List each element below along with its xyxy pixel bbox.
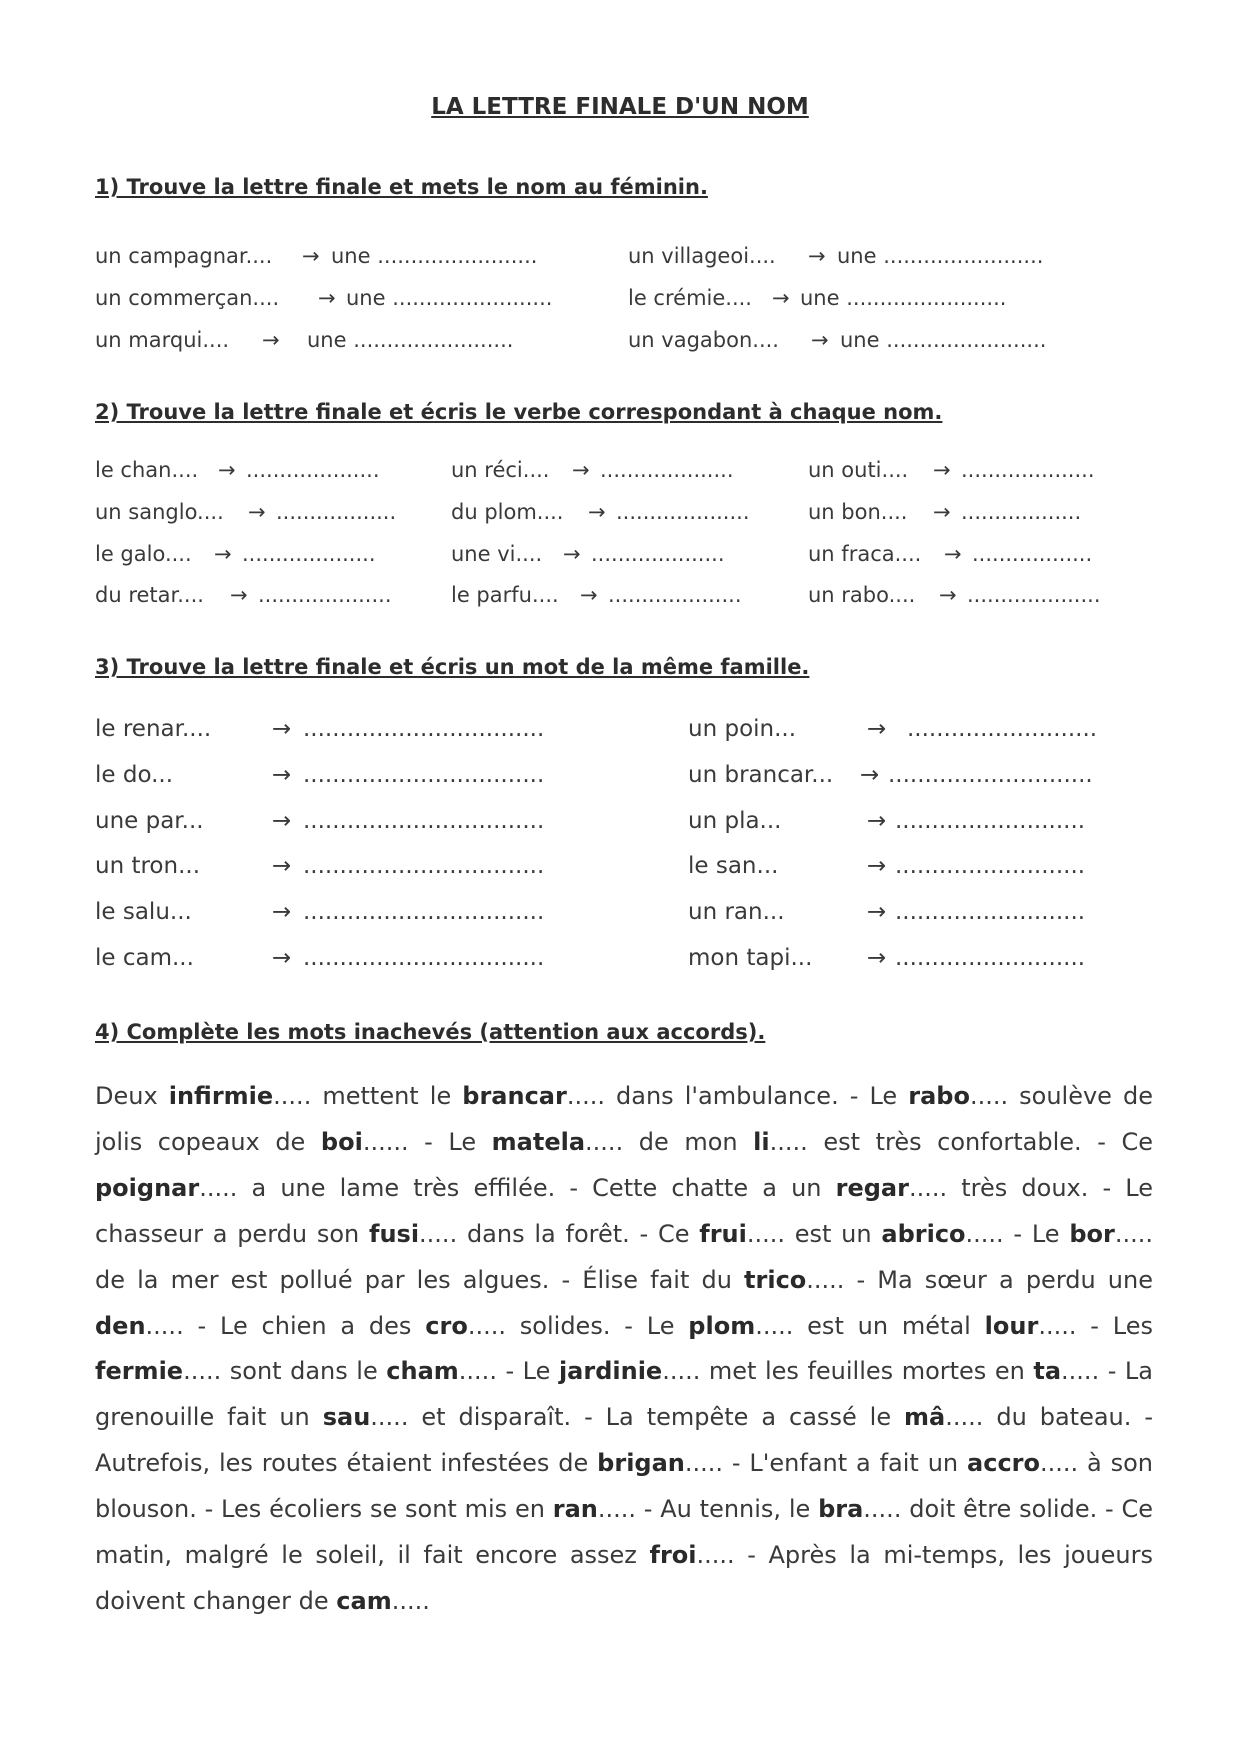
page-title: LA LETTRE FINALE D'UN NOM <box>431 94 809 120</box>
s3-right-word-2: un brancar... <box>688 762 834 788</box>
incomplete-word: den <box>95 1311 146 1340</box>
s3-left-answer-4: ................................. <box>303 853 545 879</box>
incomplete-word: infirmie <box>168 1082 274 1110</box>
arrow-icon: → <box>939 583 957 607</box>
text-run: ..... de mon <box>585 1127 754 1156</box>
text-run: ..... doit être solide. - Ce matin, malgré le soleil, il fait encore assez <box>95 1495 1153 1570</box>
arrow-icon: → <box>302 244 320 268</box>
incomplete-word: bor <box>1069 1219 1115 1248</box>
s2-c2-answer-2: .................... <box>616 500 750 524</box>
s3-right-word-6: mon tapi... <box>688 945 813 971</box>
s3-right-word-1: un poin... <box>688 716 797 742</box>
arrow-icon: → <box>588 500 606 524</box>
text-run: ..... - La grenouille fait un <box>95 1357 1154 1432</box>
text-run: ..... est très confortable. - Ce <box>769 1127 1153 1156</box>
s3-right-answer-1: .......................... <box>907 716 1098 742</box>
arrow-icon: → <box>272 853 292 879</box>
s3-left-word-6: le cam... <box>95 945 194 971</box>
s3-left-answer-2: ................................. <box>303 762 545 788</box>
s3-left-word-3: une par... <box>95 808 204 834</box>
arrow-icon: → <box>218 458 236 482</box>
incomplete-word: ta <box>1033 1357 1062 1386</box>
text-run: ..... dans la forêt. - Ce <box>419 1219 700 1248</box>
s2-c1-answer-4: .................... <box>258 583 392 607</box>
section4-heading: 4) Complète les mots inachevés (attention aux accords). <box>95 1020 766 1044</box>
s1-left-word-3: un marqui.... <box>95 328 230 352</box>
s3-right-word-4: le san... <box>688 853 779 879</box>
arrow-icon: → <box>272 808 292 834</box>
arrow-icon: → <box>230 583 248 607</box>
arrow-icon: → <box>580 583 598 607</box>
s3-left-answer-5: ................................. <box>303 899 545 925</box>
text-run: ..... dans l'ambulance. - Le <box>566 1082 909 1110</box>
incomplete-word: matela <box>491 1127 586 1156</box>
text-run: Deux <box>95 1082 169 1110</box>
text-run: ..... - Ma sœur a perdu une <box>806 1265 1153 1294</box>
s1-left-word-2: un commerçan.... <box>95 286 280 310</box>
arrow-icon: → <box>272 716 292 742</box>
incomplete-word: frui <box>699 1219 747 1248</box>
section3-heading: 3) Trouve la lettre finale et écris un mot de la même famille. <box>95 655 810 679</box>
s3-right-word-3: un pla... <box>688 808 782 834</box>
arrow-icon: → <box>933 458 951 482</box>
text-run: ..... a une lame très effilée. - Cette chatte a un <box>199 1173 836 1202</box>
text-run: ..... de la mer est pollué par les algues. - Élise fait du <box>95 1219 1153 1294</box>
text-run: ..... et disparaît. - La tempête a cassé le <box>370 1403 905 1432</box>
arrow-icon: → <box>811 328 829 352</box>
incomplete-word: cro <box>425 1311 468 1340</box>
incomplete-word: regar <box>835 1173 909 1202</box>
arrow-icon: → <box>214 542 232 566</box>
text-run: ..... solides. - Le <box>467 1311 689 1340</box>
s3-left-word-4: un tron... <box>95 853 201 879</box>
s2-c2-answer-3: .................... <box>591 542 725 566</box>
s3-left-word-5: le salu... <box>95 899 192 925</box>
arrow-icon: → <box>772 286 790 310</box>
s3-left-word-2: le do... <box>95 762 174 788</box>
incomplete-word: lour <box>984 1311 1039 1340</box>
arrow-icon: → <box>272 899 292 925</box>
s3-right-answer-2: ............................ <box>888 762 1093 788</box>
incomplete-word: li <box>753 1127 770 1156</box>
s1-left-answer-3: une ........................ <box>307 328 514 352</box>
text-run: ..... - Le <box>458 1357 559 1386</box>
arrow-icon: → <box>563 542 581 566</box>
incomplete-word: plom <box>688 1311 756 1340</box>
incomplete-word: fermie <box>95 1357 184 1386</box>
s2-c1-answer-2: .................. <box>276 500 397 524</box>
text-run: ..... - Le chien a des <box>145 1311 426 1340</box>
s2-c1-word-1: le chan.... <box>95 458 199 482</box>
s2-c2-word-2: du plom.... <box>451 500 564 524</box>
arrow-icon: → <box>867 808 887 834</box>
incomplete-word: mâ <box>904 1403 946 1432</box>
text-run: ..... - Après la mi-temps, les joueurs doivent changer de <box>95 1541 1153 1615</box>
s1-left-answer-1: une ........................ <box>331 244 538 268</box>
s3-right-answer-5: .......................... <box>895 899 1086 925</box>
arrow-icon: → <box>572 458 590 482</box>
s2-c2-word-3: une vi.... <box>451 542 543 566</box>
section2-heading: 2) Trouve la lettre finale et écris le verbe correspondant à chaque nom. <box>95 400 943 424</box>
text-run: ..... du bateau. - Autrefois, les routes étaient infestées de <box>95 1403 1153 1478</box>
s1-right-answer-2: une ........................ <box>800 286 1007 310</box>
section1-heading: 1) Trouve la lettre finale et mets le nom au féminin. <box>95 175 708 199</box>
s3-left-answer-6: ................................. <box>303 945 545 971</box>
s2-c3-word-3: un fraca.... <box>808 542 922 566</box>
s2-c3-word-2: un bon.... <box>808 500 908 524</box>
text-run: ..... est un <box>746 1219 882 1248</box>
text-run: ..... soulève de jolis copeaux de <box>95 1082 1154 1156</box>
s3-right-answer-4: .......................... <box>895 853 1086 879</box>
incomplete-word: cham <box>386 1357 459 1386</box>
s2-c1-answer-3: .................... <box>242 542 376 566</box>
text-run: ..... - Le <box>965 1219 1070 1248</box>
s3-right-word-5: un ran... <box>688 899 785 925</box>
incomplete-word: rabo <box>908 1082 970 1110</box>
arrow-icon: → <box>272 762 292 788</box>
arrow-icon: → <box>318 286 336 310</box>
incomplete-word: boi <box>320 1127 363 1156</box>
incomplete-word: froi <box>649 1541 697 1570</box>
fill-in-paragraph <box>95 1074 1153 1625</box>
incomplete-word: jardinie <box>558 1357 663 1386</box>
s2-c3-word-1: un outi.... <box>808 458 909 482</box>
incomplete-word: poignar <box>95 1173 200 1202</box>
incomplete-word: sau <box>322 1403 371 1432</box>
s1-right-answer-3: une ........................ <box>840 328 1047 352</box>
incomplete-word: cam <box>336 1586 392 1615</box>
s3-left-answer-3: ................................. <box>303 808 545 834</box>
incomplete-word: trico <box>744 1265 807 1294</box>
s2-c2-word-4: le parfu.... <box>451 583 559 607</box>
s1-right-word-2: le crémie.... <box>628 286 752 310</box>
s1-right-word-1: un villageoi.... <box>628 244 776 268</box>
text-run: ..... - Au tennis, le <box>597 1495 819 1524</box>
s2-c1-word-3: le galo.... <box>95 542 192 566</box>
s1-left-word-1: un campagnar.... <box>95 244 273 268</box>
arrow-icon: → <box>933 500 951 524</box>
text-run: ..... est un métal <box>755 1311 985 1340</box>
incomplete-word: abrico <box>881 1219 966 1248</box>
arrow-icon: → <box>944 542 962 566</box>
text-run: ..... sont dans le <box>183 1357 387 1386</box>
s2-c3-word-4: un rabo.... <box>808 583 916 607</box>
s2-c1-word-4: du retar.... <box>95 583 204 607</box>
s1-right-answer-1: une ........................ <box>837 244 1044 268</box>
s1-left-answer-2: une ........................ <box>346 286 553 310</box>
arrow-icon: → <box>272 945 292 971</box>
text-run: ..... à son blouson. - Les écoliers se sont mis en <box>95 1449 1153 1524</box>
incomplete-word: brigan <box>597 1449 685 1478</box>
text-run: ..... met les feuilles mortes en <box>662 1357 1034 1386</box>
text-run: ..... mettent le <box>273 1082 463 1110</box>
incomplete-word: accro <box>967 1449 1040 1478</box>
s2-c3-answer-4: .................... <box>967 583 1101 607</box>
s2-c3-answer-2: .................. <box>961 500 1082 524</box>
arrow-icon: → <box>867 899 887 925</box>
text-run: ..... très doux. - Le chasseur a perdu son <box>95 1173 1154 1248</box>
arrow-icon: → <box>867 853 887 879</box>
s3-left-word-1: le renar.... <box>95 716 212 742</box>
incomplete-word: fusi <box>369 1219 420 1248</box>
s3-left-answer-1: ................................. <box>303 716 545 742</box>
s3-right-answer-3: .......................... <box>895 808 1086 834</box>
incomplete-word: brancar <box>462 1082 567 1110</box>
arrow-icon: → <box>248 500 266 524</box>
incomplete-word: bra <box>818 1495 864 1524</box>
arrow-icon: → <box>860 762 880 788</box>
arrow-icon: → <box>867 716 887 742</box>
s2-c3-answer-1: .................... <box>961 458 1095 482</box>
text-run: ..... - Les <box>1038 1311 1153 1340</box>
arrow-icon: → <box>262 328 280 352</box>
incomplete-word: ran <box>552 1495 598 1524</box>
s1-right-word-3: un vagabon.... <box>628 328 779 352</box>
s2-c2-answer-4: .................... <box>608 583 742 607</box>
s2-c1-answer-1: .................... <box>246 458 380 482</box>
s2-c1-word-2: un sanglo.... <box>95 500 224 524</box>
arrow-icon: → <box>808 244 826 268</box>
s3-right-answer-6: .......................... <box>895 945 1086 971</box>
arrow-icon: → <box>867 945 887 971</box>
s2-c2-answer-1: .................... <box>600 458 734 482</box>
text-run: ...... - Le <box>362 1127 492 1156</box>
text-run: ..... - L'enfant a fait un <box>684 1449 968 1478</box>
text-run: ..... <box>391 1586 430 1615</box>
s2-c3-answer-3: .................. <box>972 542 1093 566</box>
s2-c2-word-1: un réci.... <box>451 458 550 482</box>
